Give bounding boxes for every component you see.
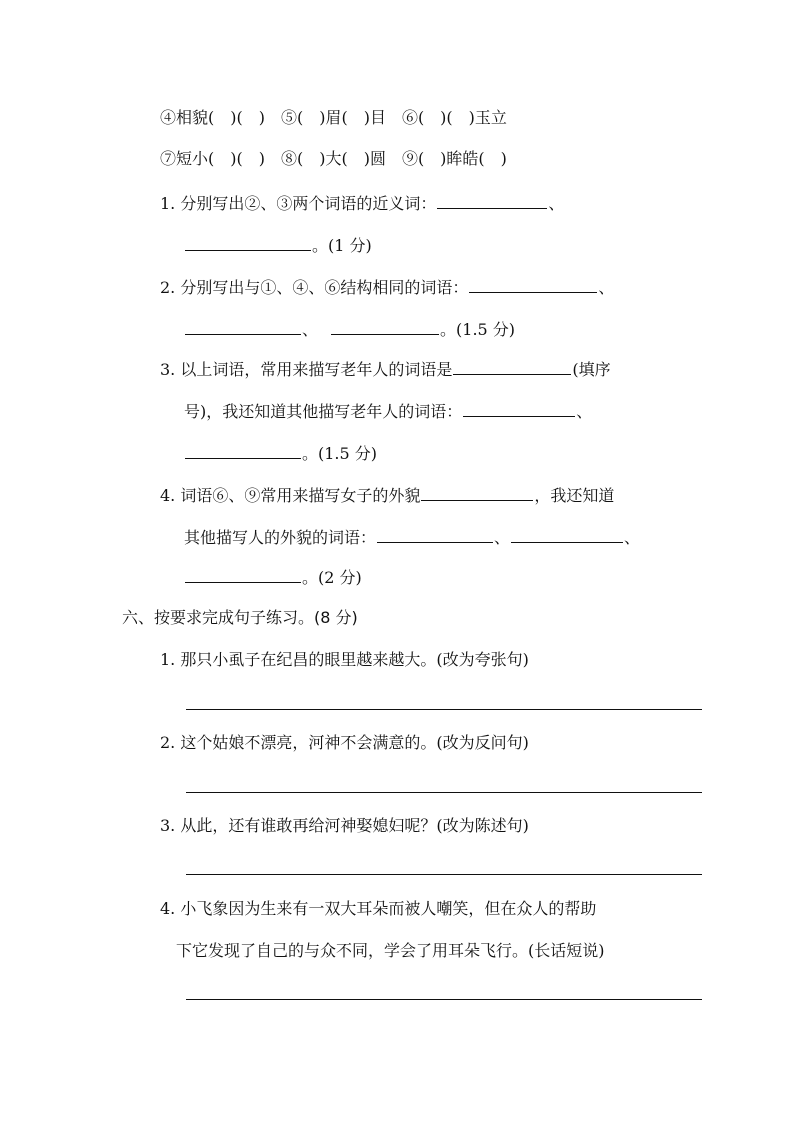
answer-line-3[interactable] bbox=[186, 874, 702, 875]
answer-blank[interactable] bbox=[185, 318, 301, 335]
answer-line-2[interactable] bbox=[186, 792, 702, 793]
item-number: 4. bbox=[160, 899, 176, 918]
answer-blank[interactable] bbox=[185, 234, 311, 251]
question-text: 以上词语，常用来描写老年人的词语是 bbox=[180, 360, 453, 379]
answer-blank[interactable] bbox=[437, 192, 547, 209]
score-note: 。(1 分) bbox=[312, 236, 372, 255]
answer-blank[interactable] bbox=[463, 400, 575, 417]
question-text: 分别写出②、③两个词语的近义词： bbox=[180, 194, 437, 213]
answer-line-4[interactable] bbox=[186, 999, 702, 1000]
separator: 、 bbox=[598, 278, 615, 297]
question-text: 号)，我还知道其他描写老年人的词语： bbox=[184, 402, 463, 421]
item-number: 3. bbox=[160, 816, 176, 835]
item-text: 从此，还有谁敢再给河神娶媳妇呢？(改为陈述句) bbox=[180, 816, 529, 835]
sentence-item-4 bbox=[160, 899, 596, 919]
item-number: 1. bbox=[160, 650, 176, 669]
question-text-tail: ，我还知道 bbox=[534, 486, 615, 505]
answer-blank[interactable] bbox=[469, 276, 597, 293]
answer-blank[interactable] bbox=[185, 442, 301, 459]
answer-blank[interactable] bbox=[331, 318, 439, 335]
score-note: 。(1.5 分) bbox=[440, 320, 516, 339]
question-4-line-1 bbox=[160, 484, 614, 506]
sentence-item-3 bbox=[160, 816, 529, 836]
question-3-line-3 bbox=[184, 442, 377, 464]
word-row-2: ⑦短小( )( ) ⑧( )大( )圆 ⑨( )眸皓( ) bbox=[160, 149, 507, 168]
answer-blank[interactable] bbox=[185, 566, 301, 583]
sentence-item-1 bbox=[160, 650, 529, 670]
answer-line-1[interactable] bbox=[186, 709, 702, 710]
separator: 、 bbox=[548, 194, 565, 213]
sentence-item-2 bbox=[160, 733, 529, 753]
question-text: 词语⑥、⑨常用来描写女子的外貌 bbox=[180, 486, 421, 505]
question-3-line-1 bbox=[160, 358, 611, 380]
question-number: 1. bbox=[160, 194, 176, 213]
question-text: 分别写出与①、④、⑥结构相同的词语： bbox=[180, 278, 469, 297]
sentence-item-4-line-2: 下它发现了自己的与众不同，学会了用耳朵飞行。(长话短说) bbox=[176, 941, 605, 960]
separator: 、 bbox=[576, 402, 593, 421]
answer-blank[interactable] bbox=[421, 484, 533, 501]
question-number: 2. bbox=[160, 278, 176, 297]
answer-blank[interactable] bbox=[453, 358, 571, 375]
answer-blank[interactable] bbox=[511, 526, 623, 543]
item-text: 那只小虱子在纪昌的眼里越来越大。(改为夸张句) bbox=[180, 650, 529, 669]
answer-blank[interactable] bbox=[377, 526, 493, 543]
separator: 、 bbox=[494, 528, 511, 547]
item-text: 这个姑娘不漂亮，河神不会满意的。(改为反问句) bbox=[180, 733, 529, 752]
question-text-tail: (填序 bbox=[572, 360, 611, 379]
word-row-1: ④相貌( )( ) ⑤( )眉( )目 ⑥( )( )玉立 bbox=[160, 108, 507, 127]
question-4-line-2 bbox=[184, 526, 640, 548]
section-6-title: 六、按要求完成句子练习。(8 分) bbox=[122, 608, 358, 627]
score-note: 。(1.5 分) bbox=[302, 444, 378, 463]
question-number: 4. bbox=[160, 486, 176, 505]
question-4-line-3 bbox=[184, 566, 362, 588]
question-text: 其他描写人的外貌的词语： bbox=[184, 528, 377, 547]
question-2-line-2 bbox=[184, 318, 515, 340]
question-number: 3. bbox=[160, 360, 176, 379]
separator: 、 bbox=[302, 320, 319, 339]
question-1-line-1 bbox=[160, 192, 564, 214]
question-2-line-1 bbox=[160, 276, 614, 298]
item-text: 小飞象因为生来有一双大耳朵而被人嘲笑，但在众人的帮助 bbox=[180, 899, 597, 918]
question-1-line-2 bbox=[184, 234, 372, 256]
item-number: 2. bbox=[160, 733, 176, 752]
question-3-line-2 bbox=[184, 400, 592, 422]
separator: 、 bbox=[624, 528, 641, 547]
score-note: 。(2 分) bbox=[302, 568, 362, 587]
